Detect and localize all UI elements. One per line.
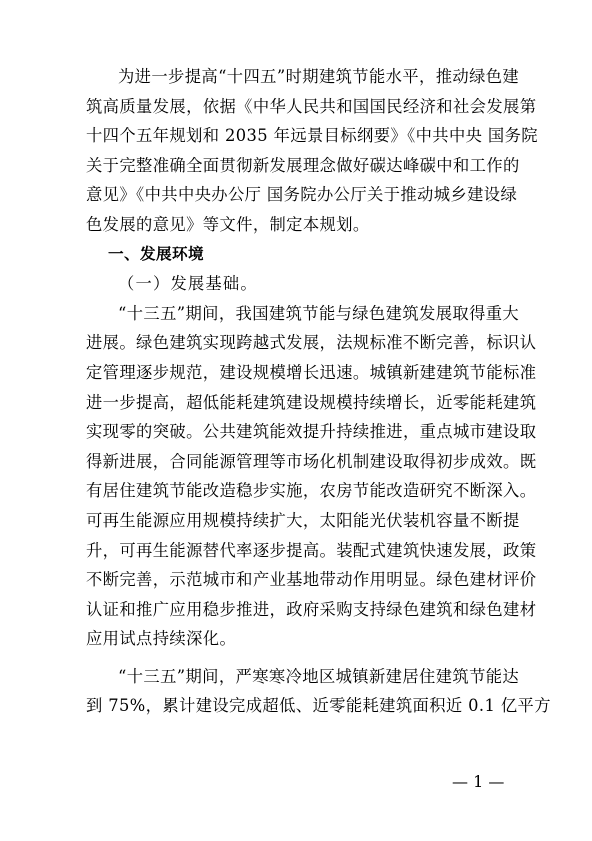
subsection-heading: （一）发展基础。 bbox=[118, 274, 258, 294]
section-heading: 一、发展环境 bbox=[108, 244, 204, 263]
text-line: 十四个五年规划和 2035 年远景目标纲要》《中共中央 国务院 bbox=[86, 126, 538, 146]
text-line: 进展。绿色建筑实现跨越式发展，法规标准不断完善，标识认 bbox=[86, 333, 537, 353]
text-line: 关于完整准确全面贯彻新发展理念做好碳达峰碳中和工作的 bbox=[86, 155, 520, 175]
text-line: 实现零的突破。公共建筑能效提升持续推进，重点城市建设取 bbox=[86, 422, 537, 442]
paragraph-development-progress bbox=[86, 299, 537, 654]
text-line: “十三五”期间，严寒寒冷地区城镇新建居住建筑节能达 bbox=[118, 666, 520, 686]
text-line: 可再生能源应用规模持续扩大，太阳能光伏装机容量不断提 bbox=[86, 510, 520, 530]
intro-paragraph bbox=[86, 62, 538, 240]
text-line: 到 75%，累计建设完成超低、近零能耗建筑面积近 0.1 亿平方 bbox=[86, 696, 551, 716]
text-line: 不断完善，示范城市和产业基地带动作用明显。绿色建材评价 bbox=[86, 570, 537, 590]
text-line: 有居住建筑节能改造稳步实施，农房节能改造研究不断深入。 bbox=[86, 481, 537, 501]
text-line: 为进一步提高“十四五”时期建筑节能水平，推动绿色建 bbox=[118, 67, 520, 86]
text-line: 筑高质量发展，依据《中华人民共和国国民经济和社会发展第 bbox=[86, 96, 537, 116]
text-line: 认证和推广应用稳步推进，政府采购支持绿色建筑和绿色建材 bbox=[86, 599, 537, 619]
text-line: 意见》《中共中央办公厅 国务院办公厅关于推动城乡建设绿 bbox=[86, 185, 518, 205]
text-line: 定管理逐步规范，建设规模增长迅速。城镇新建建筑节能标准 bbox=[86, 362, 537, 382]
text-line: 得新进展，合同能源管理等市场化机制建设取得初步成效。既 bbox=[86, 451, 537, 471]
text-line: 升，可再生能源替代率逐步提高。装配式建筑快速发展，政策 bbox=[86, 540, 537, 560]
document-body bbox=[86, 62, 551, 721]
text-line: “十三五”期间，我国建筑节能与绿色建筑发展取得重大 bbox=[118, 303, 520, 323]
text-line: 进一步提高，超低能耗建筑建设规模持续增长，近零能耗建筑 bbox=[86, 392, 537, 412]
page-number: — 1 — bbox=[452, 772, 505, 791]
text-line: 应用试点持续深化。 bbox=[86, 629, 237, 649]
paragraph-energy-statistics bbox=[86, 662, 551, 721]
text-line: 色发展的意见》等文件，制定本规划。 bbox=[86, 214, 370, 234]
